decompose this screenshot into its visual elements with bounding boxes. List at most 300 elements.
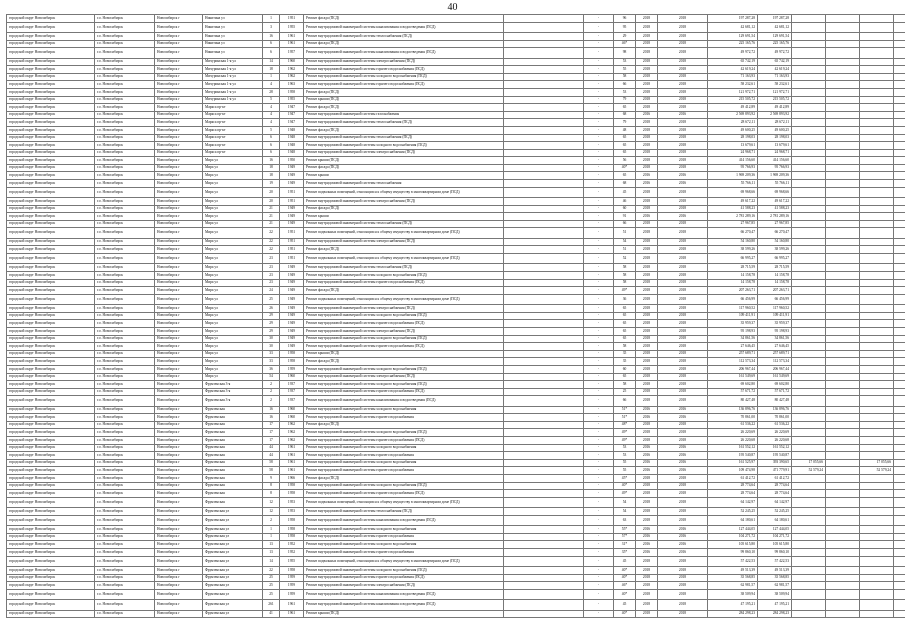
street-cell: Фрунзенская	[203, 444, 263, 452]
end-year-cell: 2018	[658, 582, 708, 590]
blank-cell	[826, 164, 860, 172]
street-cell: Никитина ул	[203, 15, 263, 23]
table-row	[7, 73, 905, 81]
total-cost-cell: 66 456,99	[758, 294, 792, 304]
locality-cell: Новосибирск г	[155, 205, 203, 213]
street-cell: Фрунзенская ул	[203, 515, 263, 525]
flag-cell: -	[584, 287, 614, 295]
wear-percent-cell: 65	[614, 142, 636, 150]
table-row	[7, 373, 905, 381]
blank-cell	[826, 73, 860, 81]
start-year-cell: 2018	[636, 327, 658, 335]
work-type-cell: Ремонт внутридомовой инженерной системы теплоснабжения (ПСД)	[304, 134, 504, 142]
city-district-cell: г.о. Новосибирск	[95, 149, 155, 157]
district-cell: городской округ Новосибирск	[7, 396, 95, 406]
house-number-cell: 6	[263, 40, 280, 48]
table-row	[7, 254, 905, 264]
blank-cell	[894, 48, 905, 58]
extra-cost-cell-2	[860, 187, 894, 197]
city-district-cell: г.о. Новосибирск	[95, 220, 155, 228]
end-year-cell: 2018	[658, 88, 708, 96]
flag-cell: -	[584, 497, 614, 507]
city-district-cell: г.о. Новосибирск	[95, 508, 155, 516]
build-year-cell: 1949	[280, 213, 304, 221]
work-type-cell: Ремонт фасада (ПСД)	[304, 475, 504, 483]
start-year-cell: 2018	[636, 271, 658, 279]
locality-cell: Новосибирск г	[155, 213, 203, 221]
start-year-cell: 2018	[636, 279, 658, 287]
blank-cell	[894, 343, 905, 351]
work-type-cell: Ремонт внутридомовой инженерной системы холодного водоснабжения (ПСД)	[304, 312, 504, 320]
street-cell: Маркса пр-кт	[203, 134, 263, 142]
city-district-cell: г.о. Новосибирск	[95, 406, 155, 414]
extra-cost-cell-2	[860, 343, 894, 351]
end-year-cell: 2018	[658, 566, 708, 574]
build-year-cell: 1959	[280, 574, 304, 582]
street-cell: Мира ул	[203, 373, 263, 381]
city-district-cell: г.о. Новосибирск	[95, 548, 155, 556]
end-year-cell: 2016	[658, 459, 708, 467]
extra-cost-cell-2	[860, 48, 894, 58]
street-cell: Мира ул	[203, 320, 263, 328]
work-type-cell: Ремонт внутридомовой инженерной системы электроснабжения (ПСД)	[304, 198, 504, 206]
build-year-cell: 1937	[280, 388, 304, 396]
locality-cell: Новосибирск г	[155, 73, 203, 81]
blank-cell	[826, 264, 860, 272]
flag-cell: -	[584, 406, 614, 414]
blank-cell	[894, 111, 905, 119]
end-year-cell: 2018	[658, 264, 708, 272]
build-year-cell: 1952	[280, 548, 304, 556]
blank-cell	[894, 574, 905, 582]
table-row	[7, 279, 905, 287]
district-cell: городской округ Новосибирск	[7, 459, 95, 467]
total-cost-cell: 28 198,03	[758, 134, 792, 142]
extra-cost-cell-2	[860, 452, 894, 460]
house-number-cell: 16	[263, 32, 280, 40]
wear-percent-cell: 65	[614, 149, 636, 157]
blank-cell	[826, 88, 860, 96]
build-year-cell: 1961	[280, 452, 304, 460]
street-cell: Фрунзенская	[203, 452, 263, 460]
blank-cell	[826, 365, 860, 373]
blank-cell	[894, 104, 905, 112]
wear-percent-cell: 58	[614, 343, 636, 351]
extra-cost-cell-2	[860, 482, 894, 490]
table-row	[7, 157, 905, 165]
extra-cost-cell: 52 579,24	[792, 467, 826, 475]
house-number-cell: 12	[263, 508, 280, 516]
locality-cell: Новосибирск г	[155, 40, 203, 48]
table-row	[7, 88, 905, 96]
blank-cell	[826, 104, 860, 112]
start-year-cell: 2018	[636, 508, 658, 516]
locality-cell: Новосибирск г	[155, 452, 203, 460]
blank-cell	[894, 32, 905, 40]
blank-cell	[504, 365, 584, 373]
street-cell: Мира ул	[203, 294, 263, 304]
total-cost-cell: 27 646,45	[758, 343, 792, 351]
work-type-cell: Ремонт внутридомовой инженерной системы горячего водоснабжения	[304, 467, 504, 475]
locality-cell: Новосибирск г	[155, 172, 203, 180]
flag-cell: -	[584, 238, 614, 246]
start-year-cell: 2016	[636, 526, 658, 534]
blank-cell	[894, 589, 905, 599]
flag-cell: -	[584, 32, 614, 40]
blank-cell	[504, 437, 584, 445]
house-number-cell: 41	[263, 610, 280, 618]
blank-cell	[826, 421, 860, 429]
city-district-cell: г.о. Новосибирск	[95, 459, 155, 467]
work-type-cell: Ремонт внутридомовой инженерной системы электроснабжения (ПСД)	[304, 373, 504, 381]
start-year-cell: 2018	[636, 429, 658, 437]
cost-cell: 129 691,54	[708, 32, 758, 40]
blank-cell	[894, 142, 905, 150]
end-year-cell: 2018	[658, 228, 708, 238]
end-year-cell: 2018	[658, 81, 708, 89]
district-cell: городской округ Новосибирск	[7, 548, 95, 556]
work-type-cell: Ремонт фасада (ПСД)	[304, 205, 504, 213]
blank-cell	[504, 396, 584, 406]
district-cell: городской округ Новосибирск	[7, 373, 95, 381]
city-district-cell: г.о. Новосибирск	[95, 205, 155, 213]
street-cell: Мира ул	[203, 365, 263, 373]
table-row	[7, 142, 905, 150]
flag-cell: -	[584, 142, 614, 150]
blank-cell	[894, 40, 905, 48]
total-cost-cell: 57 671,72	[758, 388, 792, 396]
start-year-cell: 2018	[636, 515, 658, 525]
blank-cell	[894, 350, 905, 358]
wear-percent-cell: 46*	[614, 582, 636, 590]
wear-percent-cell: 65	[614, 373, 636, 381]
table-row	[7, 126, 905, 134]
end-year-cell: 2018	[658, 254, 708, 264]
table-row	[7, 589, 905, 599]
start-year-cell: 2018	[636, 312, 658, 320]
extra-cost-cell-2	[860, 213, 894, 221]
cost-cell: 49 617,22	[708, 198, 758, 206]
start-year-cell: 2016	[636, 444, 658, 452]
city-district-cell: г.о. Новосибирск	[95, 365, 155, 373]
locality-cell: Новосибирск г	[155, 556, 203, 566]
build-year-cell: 1962	[280, 421, 304, 429]
blank-cell	[504, 320, 584, 328]
start-year-cell: 2018	[636, 228, 658, 238]
district-cell: городской округ Новосибирск	[7, 574, 95, 582]
street-cell: Никитина ул	[203, 40, 263, 48]
district-cell: городской округ Новосибирск	[7, 358, 95, 366]
build-year-cell: 1948	[280, 134, 304, 142]
district-cell: городской округ Новосибирск	[7, 66, 95, 74]
flag-cell: -	[584, 388, 614, 396]
city-district-cell: г.о. Новосибирск	[95, 48, 155, 58]
end-year-cell: 2018	[658, 312, 708, 320]
total-cost-cell: 225 165,76	[758, 40, 792, 48]
district-cell: городской округ Новосибирск	[7, 126, 95, 134]
flag-cell: -	[584, 294, 614, 304]
house-number-cell: 21	[263, 220, 280, 228]
extra-cost-cell	[792, 205, 826, 213]
total-cost-cell: 414 156,60	[758, 157, 792, 165]
blank-cell	[826, 406, 860, 414]
district-cell: городской округ Новосибирск	[7, 254, 95, 264]
blank-cell	[826, 119, 860, 127]
blank-cell	[826, 32, 860, 40]
blank-cell	[894, 58, 905, 66]
build-year-cell: 1952	[280, 541, 304, 549]
street-cell: Фрунзенская	[203, 429, 263, 437]
total-cost-cell: 35 568,85	[758, 574, 792, 582]
wear-percent-cell: 56	[614, 157, 636, 165]
table-row	[7, 490, 905, 498]
wear-percent-cell: 54	[614, 508, 636, 516]
table-row	[7, 22, 905, 32]
extra-cost-cell-2	[860, 320, 894, 328]
blank-cell	[504, 406, 584, 414]
start-year-cell: 2018	[636, 205, 658, 213]
blank-cell	[504, 271, 584, 279]
blank-cell	[826, 213, 860, 221]
blank-cell	[826, 305, 860, 313]
blank-cell	[894, 526, 905, 534]
house-number-cell: 23	[263, 271, 280, 279]
flag-cell: -	[584, 104, 614, 112]
extra-cost-cell	[792, 582, 826, 590]
wear-percent-cell: 68	[614, 111, 636, 119]
flag-cell: -	[584, 589, 614, 599]
total-cost-cell: 14 158,78	[758, 279, 792, 287]
flag-cell: -	[584, 220, 614, 228]
table-row	[7, 96, 905, 104]
blank-cell	[826, 381, 860, 389]
blank-cell	[504, 187, 584, 197]
extra-cost-cell	[792, 142, 826, 150]
flag-cell: -	[584, 81, 614, 89]
extra-cost-cell	[792, 198, 826, 206]
extra-cost-cell-2	[860, 73, 894, 81]
blank-cell	[826, 566, 860, 574]
blank-cell	[504, 228, 584, 238]
blank-cell	[504, 279, 584, 287]
work-type-cell: Ремонт внутридомовой инженерной системы холодного водоснабжения (ПСД)	[304, 335, 504, 343]
table-row	[7, 180, 905, 188]
wear-percent-cell: 45*	[614, 475, 636, 483]
table-row	[7, 582, 905, 590]
work-type-cell: Ремонт фасада (ПСД)	[304, 287, 504, 295]
start-year-cell: 2018	[636, 600, 658, 610]
end-year-cell: 2016	[658, 467, 708, 475]
city-district-cell: г.о. Новосибирск	[95, 610, 155, 618]
city-district-cell: г.о. Новосибирск	[95, 414, 155, 422]
locality-cell: Новосибирск г	[155, 414, 203, 422]
extra-cost-cell-2	[860, 327, 894, 335]
table-row	[7, 294, 905, 304]
end-year-cell: 2016	[658, 452, 708, 460]
wear-percent-cell: 40*	[614, 574, 636, 582]
start-year-cell: 2018	[636, 305, 658, 313]
cost-cell: 54 160,80	[708, 238, 758, 246]
cost-cell: 80 427,48	[708, 396, 758, 406]
work-type-cell: Ремонт внутридомовой инженерной системы горячего водоснабжения (ПСД)	[304, 437, 504, 445]
start-year-cell: 2018	[636, 566, 658, 574]
blank-cell	[894, 533, 905, 541]
blank-cell	[504, 312, 584, 320]
district-cell: городской округ Новосибирск	[7, 88, 95, 96]
extra-cost-cell-2	[860, 287, 894, 295]
blank-cell	[894, 305, 905, 313]
start-year-cell: 2016	[636, 406, 658, 414]
extra-cost-cell	[792, 414, 826, 422]
blank-cell	[894, 157, 905, 165]
build-year-cell: 1958	[280, 533, 304, 541]
build-year-cell: 1962	[280, 66, 304, 74]
extra-cost-cell-2	[860, 228, 894, 238]
build-year-cell: 1951	[280, 198, 304, 206]
district-cell: городской округ Новосибирск	[7, 335, 95, 343]
blank-cell	[504, 373, 584, 381]
cost-cell: 1 969 209,36	[708, 172, 758, 180]
table-row	[7, 58, 905, 66]
flag-cell: -	[584, 279, 614, 287]
house-number-cell: 21	[263, 213, 280, 221]
house-number-cell: 26	[263, 305, 280, 313]
blank-cell	[504, 305, 584, 313]
end-year-cell: 2016	[658, 548, 708, 556]
flag-cell: -	[584, 414, 614, 422]
city-district-cell: г.о. Новосибирск	[95, 32, 155, 40]
city-district-cell: г.о. Новосибирск	[95, 157, 155, 165]
house-number-cell: 6	[263, 149, 280, 157]
build-year-cell: 1947	[280, 111, 304, 119]
blank-cell	[894, 264, 905, 272]
cost-cell: 105 615,80	[708, 541, 758, 549]
street-cell: Никитина ул	[203, 22, 263, 32]
blank-cell	[504, 164, 584, 172]
build-year-cell: 1949	[280, 271, 304, 279]
locality-cell: Новосибирск г	[155, 48, 203, 58]
blank-cell	[894, 172, 905, 180]
flag-cell: -	[584, 467, 614, 475]
build-year-cell: 1951	[280, 15, 304, 23]
build-year-cell: 1949	[280, 305, 304, 313]
total-cost-cell: 57 422,53	[758, 556, 792, 566]
work-type-cell: Ремонт внутридомовой инженерной системы горячего водоснабжения (ПСД)	[304, 81, 504, 89]
street-cell: Мичуринская 1-я ул	[203, 66, 263, 74]
build-year-cell: 1951	[280, 254, 304, 264]
house-number-cell: 2	[263, 381, 280, 389]
total-cost-cell: 117 960,52	[758, 305, 792, 313]
blank-cell	[826, 96, 860, 104]
extra-cost-cell-2	[860, 373, 894, 381]
start-year-cell: 2018	[636, 556, 658, 566]
locality-cell: Новосибирск г	[155, 589, 203, 599]
total-cost-cell: 38 599,26	[758, 246, 792, 254]
wear-percent-cell: 35	[614, 358, 636, 366]
start-year-cell: 2018	[636, 66, 658, 74]
locality-cell: Новосибирск г	[155, 373, 203, 381]
extra-cost-cell-2	[860, 406, 894, 414]
street-cell: Фрунзенская	[203, 437, 263, 445]
extra-cost-cell-2	[860, 312, 894, 320]
end-year-cell: 2018	[658, 119, 708, 127]
table-row	[7, 574, 905, 582]
house-number-cell: 13	[263, 548, 280, 556]
locality-cell: Новосибирск г	[155, 320, 203, 328]
house-number-cell: 18	[263, 164, 280, 172]
locality-cell: Новосибирск г	[155, 15, 203, 23]
flag-cell: -	[584, 508, 614, 516]
wear-percent-cell: 58	[614, 279, 636, 287]
register-sheet	[6, 14, 898, 636]
blank-cell	[826, 22, 860, 32]
district-cell: городской округ Новосибирск	[7, 541, 95, 549]
district-cell: городской округ Новосибирск	[7, 119, 95, 127]
work-type-cell: Ремонт внутридомовой инженерной системы теплоснабжения (ПСД)	[304, 264, 504, 272]
wear-percent-cell: 65	[614, 305, 636, 313]
flag-cell: -	[584, 15, 614, 23]
build-year-cell: 1949	[280, 264, 304, 272]
locality-cell: Новосибирск г	[155, 220, 203, 228]
flag-cell: -	[584, 482, 614, 490]
street-cell: Мира ул	[203, 205, 263, 213]
blank-cell	[894, 388, 905, 396]
district-cell: городской округ Новосибирск	[7, 164, 95, 172]
flag-cell: -	[584, 373, 614, 381]
district-cell: городской округ Новосибирск	[7, 81, 95, 89]
house-number-cell: 22	[263, 228, 280, 238]
start-year-cell: 2016	[636, 414, 658, 422]
blank-cell	[826, 220, 860, 228]
street-cell: Маркса пр-кт	[203, 119, 263, 127]
locality-cell: Новосибирск г	[155, 388, 203, 396]
wear-percent-cell: 95	[614, 22, 636, 32]
extra-cost-cell-2	[860, 566, 894, 574]
extra-cost-cell	[792, 279, 826, 287]
locality-cell: Новосибирск г	[155, 421, 203, 429]
extra-cost-cell	[792, 264, 826, 272]
blank-cell	[826, 497, 860, 507]
end-year-cell: 2018	[658, 358, 708, 366]
locality-cell: Новосибирск г	[155, 164, 203, 172]
blank-cell	[504, 414, 584, 422]
blank-cell	[504, 475, 584, 483]
extra-cost-cell	[792, 157, 826, 165]
city-district-cell: г.о. Новосибирск	[95, 88, 155, 96]
extra-cost-cell-2	[860, 335, 894, 343]
district-cell: городской округ Новосибирск	[7, 149, 95, 157]
wear-percent-cell: 65	[614, 104, 636, 112]
city-district-cell: г.о. Новосибирск	[95, 254, 155, 264]
cost-cell: 28 672,11	[708, 119, 758, 127]
start-year-cell: 2018	[636, 254, 658, 264]
locality-cell: Новосибирск г	[155, 566, 203, 574]
end-year-cell: 2018	[658, 149, 708, 157]
work-type-cell: Ремонт подвальных помещений, относящихся к общему имуществу в многоквартирном доме (ПСД)	[304, 228, 504, 238]
locality-cell: Новосибирск г	[155, 111, 203, 119]
cost-cell: 95 198,93	[708, 327, 758, 335]
house-number-cell: 20	[263, 198, 280, 206]
table-row	[7, 406, 905, 414]
total-cost-cell: 284 298,23	[758, 610, 792, 618]
work-type-cell: Ремонт крыши (ПСД)	[304, 157, 504, 165]
total-cost-cell: 121 972,71	[758, 88, 792, 96]
street-cell: Мира ул	[203, 228, 263, 238]
blank-cell	[894, 66, 905, 74]
start-year-cell: 2018	[636, 582, 658, 590]
street-cell: Маркса пр-кт	[203, 142, 263, 150]
locality-cell: Новосибирск г	[155, 381, 203, 389]
